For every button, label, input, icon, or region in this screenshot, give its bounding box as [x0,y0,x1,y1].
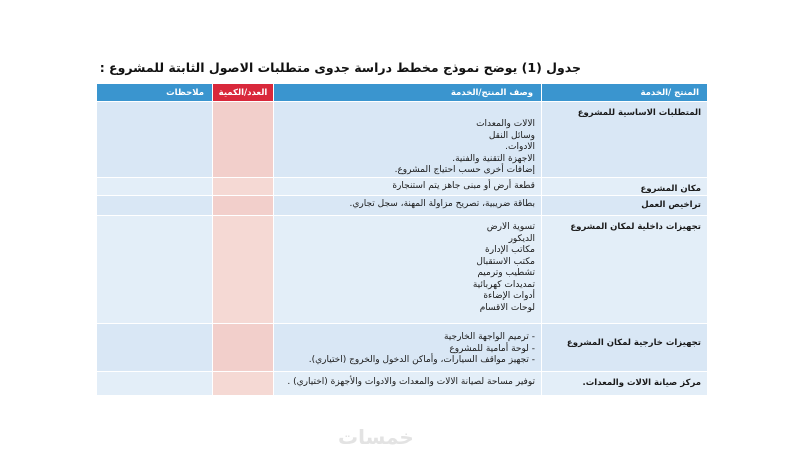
desc-line: أدوات الإضاءة [483,291,535,301]
cell-notes[interactable] [97,177,213,196]
header-notes: ملاحظات [97,84,213,102]
cell-quantity[interactable] [213,372,274,396]
cell-notes[interactable] [97,324,213,372]
cell-description [274,177,542,196]
cell-notes[interactable] [97,372,213,396]
table-row [97,102,708,178]
table-row [97,324,708,372]
desc-line: - ترميم الواجهة الخارجية [443,332,535,342]
header-product: المنتج /الخدمة [542,84,708,102]
desc-line: الاجهزة التقنية والفنية. [452,153,535,164]
cell-product: مركز صيانة الالات والمعدات. [542,372,708,396]
desc-line: الالات والمعدات [476,119,535,129]
desc-line: لوحات الاقسام [479,302,535,313]
cell-product: المتطلبات الاساسية للمشروع [542,102,708,178]
cell-product: تراخيص العمل [542,196,708,216]
table-row [97,216,708,324]
cell-description [274,372,542,396]
desc-line: قطعة أرض أو مبنى جاهز يتم استنجارة [392,180,535,191]
cell-quantity[interactable] [213,216,274,324]
table-row [97,372,708,396]
cell-quantity[interactable] [213,177,274,196]
header-row [97,84,708,102]
cell-product: تجهيزات داخلية لمكان المشروع [542,216,708,324]
desc-line: تشطيب وترميم [477,268,535,278]
desc-line: بطاقة ضريبية، تصريح مزاولة المهنة، سجل تجاري. [349,199,535,209]
table-row [97,196,708,216]
cell-product: مكان المشروع [542,177,708,196]
feasibility-table [96,83,708,396]
desc-line: الادوات. [505,142,535,152]
cell-product: تجهيزات خارجية لمكان المشروع [542,324,708,372]
desc-line: وسائل النقل [488,130,535,141]
cell-notes[interactable] [97,102,213,178]
watermark-logo: خمسات [338,425,414,449]
cell-description [274,216,542,324]
desc-line: - لوحة أمامية للمشروع [449,343,535,354]
header-description: وصف المنتج/الخدمة [274,84,542,102]
desc-line: تسوية الارض [486,222,535,232]
cell-quantity[interactable] [213,196,274,216]
desc-line: الديكور [508,233,535,244]
cell-quantity[interactable] [213,102,274,178]
desc-line: إضافات أخرى حسب احتياج المشروع. [394,165,535,175]
cell-description [274,324,542,372]
desc-line: مكاتب الإدارة [485,245,535,255]
cell-quantity[interactable] [213,324,274,372]
desc-line: توفير مساحة لصيانة الالات والمعدات والادوات والأجهزة (اختياري) . [287,377,535,387]
table-caption: جدول (1) يوضح نموذج مخطط دراسة جدوى متطلبات الاصول الثابتة للمشروع : [99,60,581,75]
cell-description [274,196,542,216]
header-quantity: العدد/الكمية [213,84,274,102]
desc-line: مكتب الاستقبال [476,256,535,267]
cell-description [274,102,542,178]
desc-line: - تجهيز مواقف السيارات، وأماكن الدخول والخروج (اختياري). [308,355,535,365]
cell-notes[interactable] [97,216,213,324]
table-row [97,177,708,196]
desc-line: تمديدات كهربائية [472,279,535,290]
cell-notes[interactable] [97,196,213,216]
